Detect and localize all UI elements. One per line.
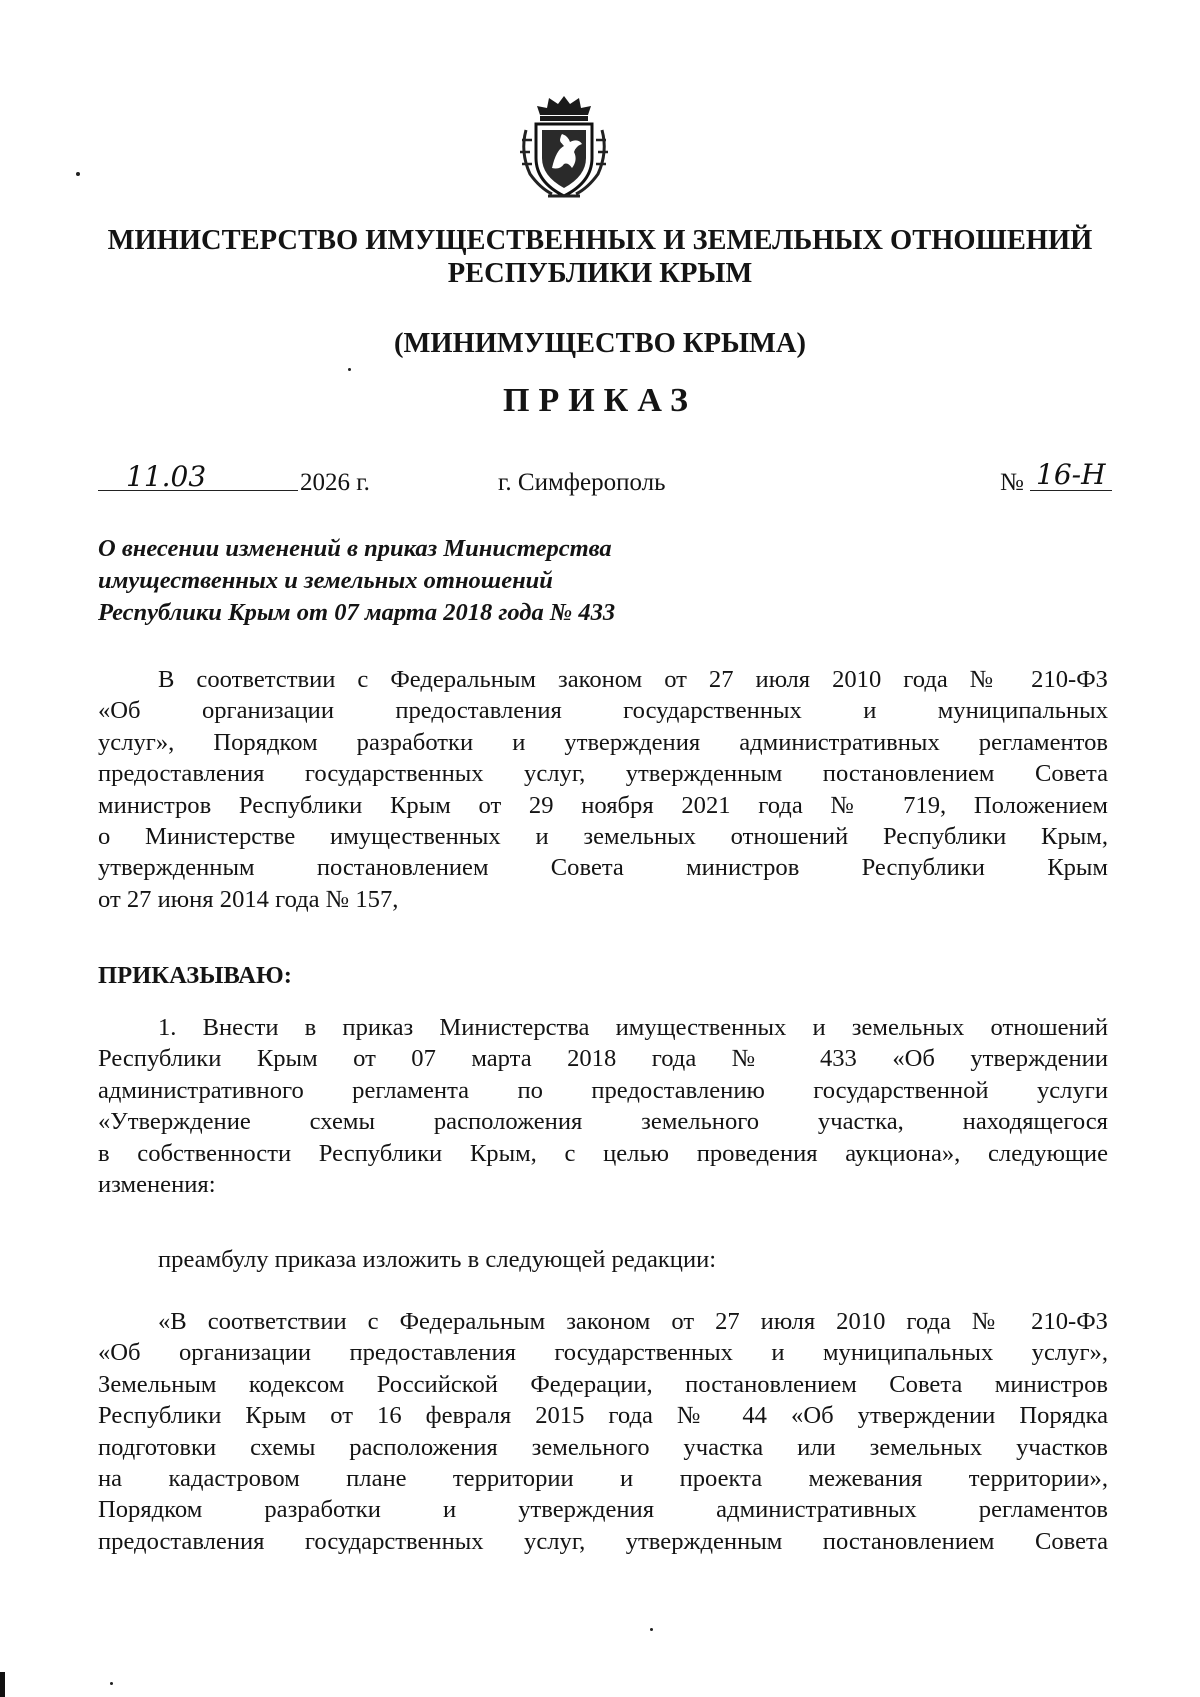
scan-speck [110,1682,113,1685]
paragraph-line: подготовки схемы расположения земельного участка или земельных участков [98,1433,1108,1461]
document-year: 2026 г. [300,469,370,496]
clause-1-paragraph [98,1012,1108,1200]
number-sign: № [1000,469,1024,496]
paragraph-line: «В соответствии с Федеральным законом от 27 июля 2010 года № 210-ФЗ [158,1308,1108,1335]
paragraph-line: о Министерстве имущественных и земельных отношений Республики Крым, [98,823,1108,851]
paragraph-line: В соответствии с Федеральным законом от 27 июля 2010 года № 210-ФЗ [158,666,1108,693]
paragraph-line: утвержденным постановлением Совета министров Республики Крым [98,854,1108,882]
paragraph-line: министров Республики Крым от 29 ноября 2021 года № 719, Положением [98,791,1108,819]
ministry-title-line: РЕСПУБЛИКИ КРЫМ [447,258,753,289]
ministry-title-line: МИНИСТЕРСТВО ИМУЩЕСТВЕННЫХ И ЗЕМЕЛЬНЫХ ОТНОШЕНИЙ [107,225,1093,256]
scan-speck [650,1628,653,1631]
paragraph-line: Республики Крым от 07 марта 2018 года № 433 «Об утверждении [98,1045,1108,1073]
paragraph-line: на кадастровом плане территории и проекта межевания территории», [98,1465,1108,1493]
handwritten-date: 11.03 [126,460,207,493]
document-type-title: ПРИКАЗ [503,382,697,419]
paragraph-line: «Об организации предоставления государственных и муниципальных [98,697,1108,725]
ministry-short-name: (МИНИМУЩЕСТВО КРЫМА) [394,328,806,359]
document-number [1000,458,1112,500]
scan-speck [348,368,351,371]
scan-speck [76,172,80,176]
crimea-coat-of-arms-icon [512,92,616,204]
ministry-title [90,224,1110,290]
subject-line: имущественных и земельных отношений [98,567,553,594]
paragraph-line: Порядком разработки и утверждения административных регламентов [98,1496,1108,1524]
paragraph-line: 1. Внести в приказ Министерства имущественных и земельных отношений [158,1014,1108,1041]
order-word-heading: ПРИКАЗЫВАЮ: [98,962,292,989]
preamble-intro-line: преамбулу приказа изложить в следующей редакции: [158,1246,717,1273]
paragraph-line: предоставления государственных услуг, утвержденным постановлением Совета [98,1527,1108,1555]
date-place-number-line [98,458,1112,502]
paragraph-line: от 27 июня 2014 года № 157, [98,885,399,913]
document-subject [98,533,798,629]
paragraph-line: в собственности Республики Крым, с целью проведения аукциона», следующие [98,1139,1108,1167]
subject-line: Республики Крым от 07 марта 2018 года № 433 [98,599,616,626]
new-preamble-paragraph [98,1306,1108,1557]
scan-margin-mark [0,1672,5,1697]
subject-line: О внесении изменений в приказ Министерства [98,535,612,562]
paragraph-line: услуг», Порядком разработки и утверждения административных регламентов [98,728,1108,756]
paragraph-line: изменения: [98,1171,216,1199]
legal-basis-paragraph [98,664,1108,915]
handwritten-number: 16-Н [1036,458,1106,491]
paragraph-line: административного регламента по предоставлению государственной услуги [98,1076,1108,1104]
paragraph-line: «Об организации предоставления государственных и муниципальных услуг», [98,1339,1108,1367]
paragraph-line: предоставления государственных услуг, утвержденным постановлением Совета [98,760,1108,788]
paragraph-line: «Утверждение схемы расположения земельного участка, находящегося [98,1108,1108,1136]
document-city: г. Симферополь [498,469,666,496]
paragraph-line: Республики Крым от 16 февраля 2015 года № 44 «Об утверждении Порядка [98,1402,1108,1430]
paragraph-line: Земельным кодексом Российской Федерации, постановлением Совета министров [98,1370,1108,1398]
